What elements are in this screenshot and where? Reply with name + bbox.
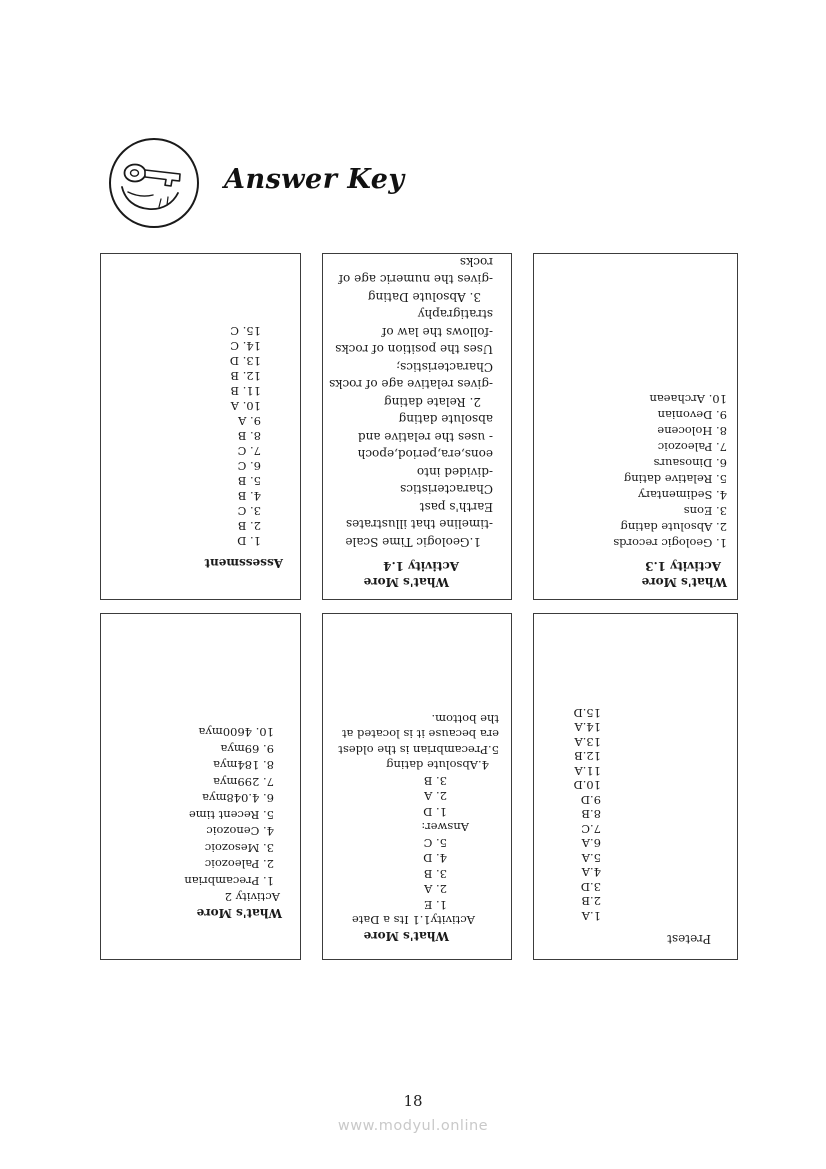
answer-line: 14.A	[574, 720, 601, 735]
answer-line: Answer:	[421, 820, 469, 835]
answer-line: 9. A	[238, 414, 261, 428]
answer-line: 2. B	[237, 519, 261, 533]
answer-lines	[540, 391, 727, 551]
answer-line: 7. C	[237, 444, 261, 458]
answer-line: era because it is located at	[341, 727, 499, 742]
answer-line: 3. Absolute Dating	[367, 290, 481, 304]
answer-box-assessment	[100, 253, 301, 600]
answer-line: 2. Paleozoic	[204, 857, 274, 872]
answer-line: -timeline that illustrates	[345, 517, 493, 532]
answer-line: 3. Eons	[683, 504, 727, 518]
answer-line: 5.A	[581, 851, 601, 865]
box-header: What's More	[363, 575, 449, 589]
answer-line: 7.C	[581, 822, 601, 836]
key-in-hand-icon	[106, 135, 202, 231]
box-header: Assessment	[204, 556, 283, 570]
box-header: What's More	[363, 929, 449, 943]
answer-line: Earth's past	[419, 500, 493, 514]
answer-line: 10. Archaean	[649, 392, 727, 406]
answer-line: 9. 69mya	[220, 742, 274, 756]
answer-line: 6. 4.048mya	[202, 791, 274, 806]
box-subheader: Activity1.1 Its a Date	[351, 913, 475, 927]
answer-line: 4.A	[581, 865, 601, 880]
answer-line: 13. D	[229, 354, 261, 368]
box-subheader: Activity 1.3	[645, 559, 721, 573]
answer-line: 3. B	[423, 774, 447, 788]
answer-line: 6. C	[237, 459, 261, 473]
answer-line: 3. Mesozoic	[204, 841, 274, 855]
answer-box-whats-more-activity-1-3	[533, 253, 738, 600]
page-title: Answer Key	[224, 164, 405, 195]
answer-line: 5. C	[423, 836, 447, 850]
answer-line: 10.D	[573, 778, 601, 793]
answer-line: rocks	[459, 255, 493, 269]
answer-line: 1. Precambrian	[184, 874, 274, 888]
answer-box-whats-more-activity-1-1	[322, 613, 512, 960]
answer-line: 11. B	[230, 384, 261, 398]
answer-line: 10. A	[230, 399, 261, 413]
answer-line: 1. Geologic records	[613, 536, 727, 550]
answer-line: 9. Devonian	[657, 408, 727, 422]
answer-line: 3. B	[423, 867, 447, 881]
answer-line: 6. Dinosaurs	[653, 456, 727, 470]
answer-line: 7. Paleozoic	[657, 440, 727, 454]
answer-lines	[538, 706, 711, 924]
answer-box-whats-more-activity-1-4	[322, 253, 512, 600]
answer-line: stratigraphy	[417, 307, 493, 322]
answer-line: 1. D	[237, 534, 261, 548]
answer-box-whats-more-activity-2	[100, 613, 301, 960]
box-header: What's More	[196, 906, 282, 920]
answer-line: 4. B	[237, 489, 261, 503]
answer-line: 1. D	[423, 805, 447, 819]
answer-line: 5. B	[237, 474, 261, 488]
answer-line: 5. Recent time	[188, 808, 274, 822]
answer-line: Characteristics	[400, 482, 493, 497]
box-header: Pretest	[667, 932, 711, 946]
answer-line: 1.Geologic Time Scale	[345, 535, 481, 549]
page-number: 18	[403, 1092, 423, 1110]
answer-line: 8.B	[581, 807, 601, 822]
answer-line: 12. B	[230, 369, 261, 383]
answer-line: the bottom.	[431, 712, 499, 726]
box-subheader: Activity 1.4	[383, 559, 459, 573]
answer-line: 2. Absolute dating	[620, 520, 727, 534]
answer-line: 5. Relative dating	[623, 472, 727, 486]
answer-line: Characteristics;	[396, 360, 493, 374]
answer-line: 2. A	[424, 789, 447, 804]
answer-line: 1. E	[423, 898, 447, 912]
answer-line: -gives the numeric age of	[338, 272, 493, 287]
answer-line: Uses the position of rocks	[335, 342, 493, 357]
answer-line: 6.A	[581, 836, 601, 851]
answer-line: -divided into	[416, 465, 493, 479]
answer-lines	[107, 724, 282, 889]
answer-line: 2. A	[424, 882, 447, 897]
box-subheader: Activity 2	[224, 890, 280, 904]
answer-line: 8. B	[237, 429, 261, 443]
answer-line: 15. C	[230, 324, 261, 338]
answer-line: 8. 184mya	[213, 758, 274, 773]
answer-line: absolute dating	[398, 412, 493, 427]
answer-line: 3. C	[237, 504, 261, 518]
answer-line: 13.A	[574, 735, 601, 749]
answer-line: 9.D	[580, 793, 601, 807]
answer-line: 2. Relate dating	[383, 395, 481, 409]
answer-lines	[109, 323, 283, 548]
answer-line: 7. 299mya	[213, 775, 274, 789]
answer-line: 5.Precambrian is the oldest	[338, 743, 499, 757]
answer-lines	[329, 253, 499, 550]
answer-line: 10. 4600mya	[198, 725, 274, 740]
answer-line: 4.Absolute dating	[386, 758, 489, 773]
answer-line: 11.A	[574, 764, 601, 778]
answer-box-pretest	[533, 613, 738, 960]
answer-line: 8. Holocene	[657, 424, 727, 438]
answer-line: eons,era,period,epoch	[357, 447, 493, 462]
answer-line: 4. Cenozoic	[206, 824, 274, 839]
answer-line: 12.B	[574, 749, 601, 764]
answer-line: -gives relative age of rocks	[329, 377, 493, 392]
answer-line: 15.D	[573, 706, 601, 720]
answer-line: 1.A	[581, 909, 601, 923]
answer-line: - uses the relative and	[357, 430, 493, 444]
answer-line: 4. D	[423, 851, 447, 866]
answer-line: 3.D	[580, 880, 601, 894]
answer-line: 2.B	[581, 894, 601, 909]
answer-line: -follows the law of	[381, 325, 493, 339]
answer-line: 4. Sedimentary	[638, 488, 727, 502]
answer-line: 14. C	[230, 339, 261, 353]
box-header: What's More	[641, 575, 727, 589]
watermark: www.modyul.online	[337, 1118, 489, 1134]
answer-lines	[328, 711, 501, 913]
